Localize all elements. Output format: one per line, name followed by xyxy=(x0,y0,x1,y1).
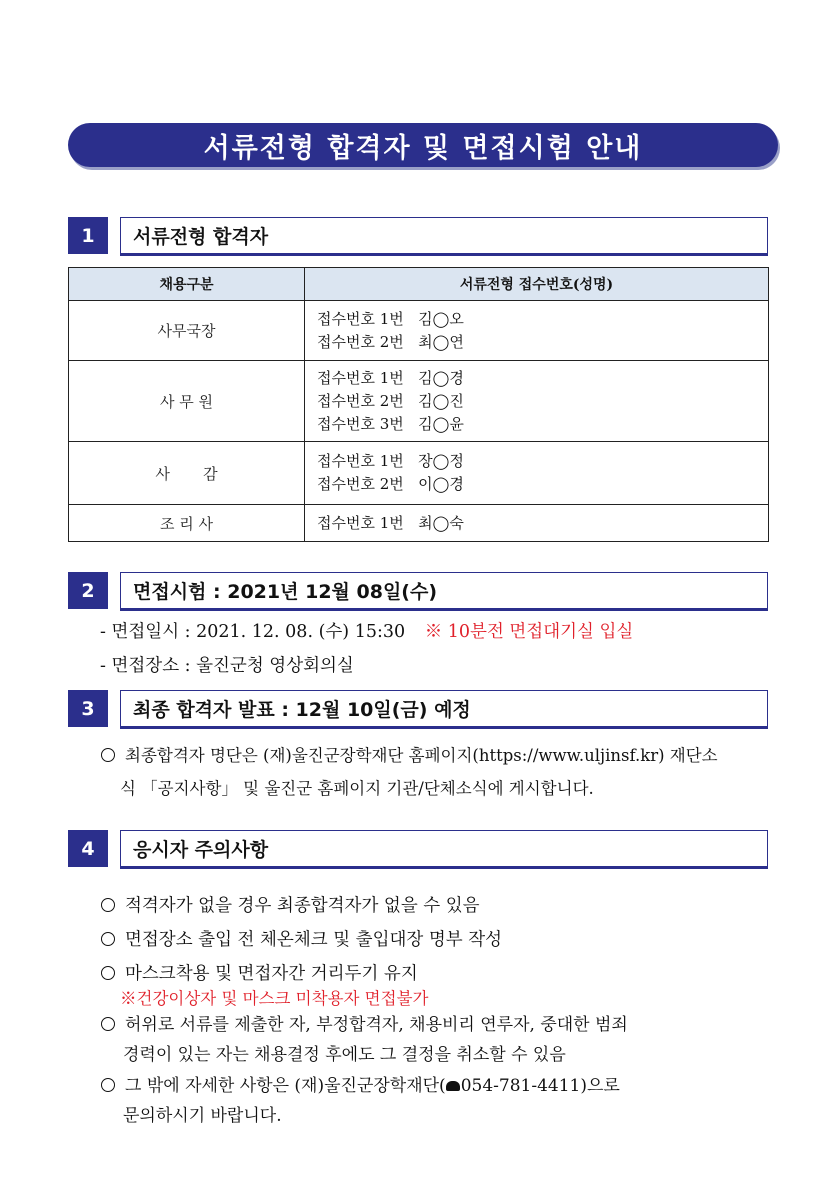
note-item: 마스크착용 및 면접자간 거리두기 유지 xyxy=(101,960,418,985)
announce-line-2: 식 「공지사항」 및 울진군 홈페이지 기관/단체소식에 게시합니다. xyxy=(120,779,594,798)
results-table xyxy=(68,267,769,542)
note-warning: ※건강이상자 및 마스크 미착용자 면접불가 xyxy=(120,989,429,1008)
entry: 접수번호 2번 최◯연 xyxy=(317,332,464,351)
section-number: 2 xyxy=(68,572,108,609)
entry: 접수번호 2번 이◯경 xyxy=(317,475,464,493)
circle-bullet-icon xyxy=(101,932,115,946)
column-header-entries: 서류전형 접수번호(성명) xyxy=(305,268,769,301)
entries-cell xyxy=(305,505,769,542)
section-title: 서류전형 합격자 xyxy=(133,226,269,248)
section-number: 3 xyxy=(68,690,108,727)
section-4-header xyxy=(68,830,768,867)
entries-cell xyxy=(305,442,769,505)
section-title: 응시자 주의사항 xyxy=(133,839,269,861)
section-1-header xyxy=(68,217,768,254)
section-number: 4 xyxy=(68,830,108,867)
interview-place: - 면접장소 : 울진군청 영상회의실 xyxy=(100,656,354,676)
category-cell: 사 무 원 xyxy=(69,361,305,442)
section-title: 최종 합격자 발표 : 12월 10일(금) 예정 xyxy=(133,699,471,721)
table-row xyxy=(69,442,769,505)
circle-bullet-icon xyxy=(101,966,115,980)
note-item-continued: 경력이 있는 자는 채용결정 후에도 그 결정을 취소할 수 있음 xyxy=(123,1045,566,1065)
phone-icon xyxy=(446,1081,460,1091)
category-cell: 사무국장 xyxy=(69,301,305,361)
circle-bullet-icon xyxy=(101,748,115,762)
note-item: 그 밖에 자세한 사항은 (재)울진군장학재단( 054-781-4411)으로 xyxy=(101,1071,620,1096)
interview-time-line xyxy=(100,618,633,643)
homepage-link[interactable]: https://www.uljinsf.kr xyxy=(478,746,659,765)
entry: 접수번호 1번 최◯숙 xyxy=(317,513,464,532)
interview-place-line xyxy=(100,652,354,677)
page-title: 서류전형 합격자 및 면접시험 안내 xyxy=(203,132,643,164)
note-item-continued: 문의하시기 바랍니다. xyxy=(123,1106,282,1126)
circle-bullet-icon xyxy=(101,1017,115,1031)
entry: 접수번호 1번 김◯경 xyxy=(317,368,464,387)
section-number: 1 xyxy=(68,217,108,254)
interview-time: - 면접일시 : 2021. 12. 08. (수) 15:30 xyxy=(100,622,406,642)
entry: 접수번호 2번 김◯진 xyxy=(317,391,464,410)
entries-cell xyxy=(305,301,769,361)
section-3-header xyxy=(68,690,768,727)
note-item: 허위로 서류를 제출한 자, 부정합격자, 채용비리 연루자, 중대한 범죄 xyxy=(101,1010,628,1035)
entries-cell xyxy=(305,361,769,442)
entry: 접수번호 3번 김◯윤 xyxy=(317,414,464,433)
table-row xyxy=(69,301,769,361)
entry: 접수번호 1번 김◯오 xyxy=(317,309,464,328)
circle-bullet-icon xyxy=(101,898,115,912)
note-item: 면접장소 출입 전 체온체크 및 출입대장 명부 작성 xyxy=(101,926,502,951)
circle-bullet-icon xyxy=(101,1078,115,1092)
section-title: 면접시험 : 2021년 12월 08일(수) xyxy=(133,581,438,603)
announce-line-1: 최종합격자 명단은 (재)울진군장학재단 홈페이지(https://www.uljinsf.kr) 재단소 xyxy=(101,742,718,766)
table-row xyxy=(69,505,769,542)
table-header-row xyxy=(69,268,769,301)
note-item: 적격자가 없을 경우 최종합격자가 없을 수 있음 xyxy=(101,892,480,917)
category-cell: 사 감 xyxy=(69,442,305,505)
interview-time-note: ※ 10분전 면접대기실 입실 xyxy=(424,622,634,642)
title-banner xyxy=(68,123,778,167)
section-2-header xyxy=(68,572,768,609)
category-cell: 조 리 사 xyxy=(69,505,305,542)
table-row xyxy=(69,361,769,442)
column-header-category: 채용구분 xyxy=(69,268,305,301)
entry: 접수번호 1번 장◯정 xyxy=(317,452,464,470)
